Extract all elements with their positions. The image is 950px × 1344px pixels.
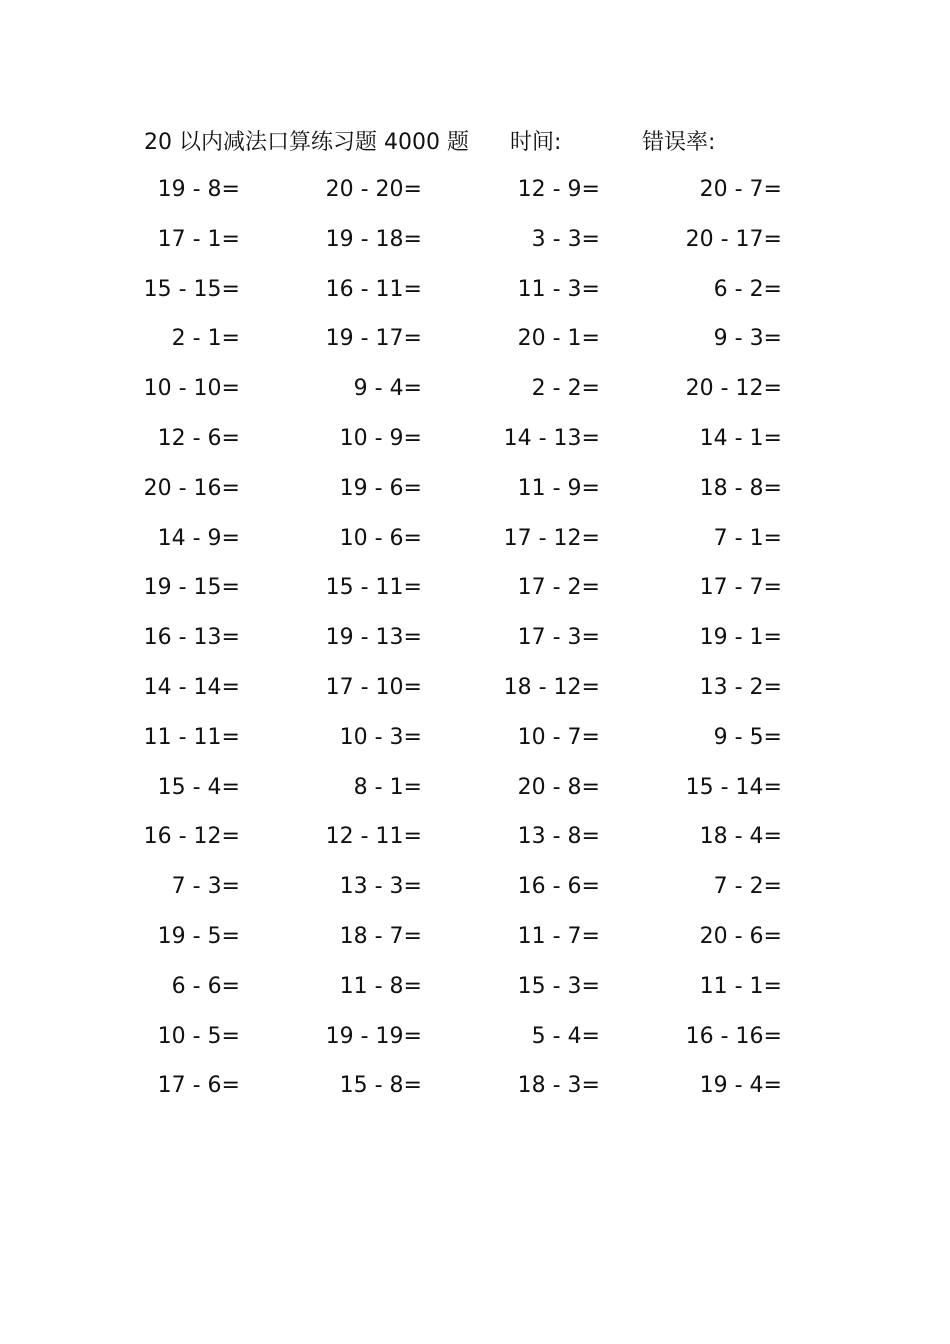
problem-item: 10 - 9= bbox=[339, 425, 422, 451]
problem-item: 20 - 8= bbox=[517, 774, 600, 800]
problem-item: 9 - 4= bbox=[353, 376, 422, 402]
problem-item: 14 - 1= bbox=[699, 425, 782, 451]
problem-item: 20 - 1= bbox=[517, 326, 600, 352]
problem-item: 20 - 20= bbox=[325, 177, 422, 202]
problem-row bbox=[0, 970, 950, 1020]
problem-item: 18 - 12= bbox=[503, 674, 600, 700]
problem-item: 16 - 13= bbox=[143, 625, 240, 651]
problem-row bbox=[0, 223, 950, 273]
problem-row bbox=[0, 1020, 950, 1070]
problem-item: 5 - 4= bbox=[531, 1023, 600, 1049]
problem-item: 15 - 15= bbox=[143, 276, 240, 302]
problem-item: 16 - 11= bbox=[325, 276, 422, 302]
problem-item: 6 - 2= bbox=[713, 276, 782, 302]
problem-item: 6 - 6= bbox=[171, 973, 240, 999]
problem-item: 17 - 12= bbox=[503, 525, 600, 551]
worksheet-title: 20 以内减法口算练习题 4000 题 bbox=[144, 130, 469, 155]
problem-item: 17 - 6= bbox=[157, 1073, 240, 1099]
problem-item: 17 - 2= bbox=[517, 575, 600, 601]
problem-row bbox=[0, 1069, 950, 1119]
problem-item: 18 - 7= bbox=[339, 923, 422, 949]
problem-item: 19 - 13= bbox=[325, 625, 422, 651]
problem-item: 7 - 3= bbox=[171, 874, 240, 900]
problem-item: 13 - 2= bbox=[699, 674, 782, 700]
problem-item: 20 - 6= bbox=[699, 923, 782, 949]
problem-row bbox=[0, 472, 950, 522]
problem-row bbox=[0, 870, 950, 920]
problem-item: 15 - 14= bbox=[685, 774, 782, 800]
problem-item: 17 - 1= bbox=[157, 226, 240, 252]
problem-item: 17 - 7= bbox=[699, 575, 782, 601]
problem-item: 18 - 3= bbox=[517, 1073, 600, 1099]
problem-item: 7 - 2= bbox=[713, 874, 782, 900]
problem-row bbox=[0, 820, 950, 870]
problem-item: 14 - 9= bbox=[157, 525, 240, 551]
problem-item: 17 - 3= bbox=[517, 625, 600, 651]
problem-item: 19 - 18= bbox=[325, 226, 422, 252]
problem-item: 9 - 3= bbox=[713, 326, 782, 352]
problem-item: 12 - 9= bbox=[517, 177, 600, 202]
problem-item: 16 - 16= bbox=[685, 1023, 782, 1049]
problem-item: 15 - 4= bbox=[157, 774, 240, 800]
problem-item: 2 - 2= bbox=[531, 376, 600, 402]
problem-item: 11 - 3= bbox=[517, 276, 600, 302]
problem-item: 19 - 19= bbox=[325, 1023, 422, 1049]
problem-item: 15 - 8= bbox=[339, 1073, 422, 1099]
problem-item: 11 - 1= bbox=[699, 973, 782, 999]
problem-item: 19 - 5= bbox=[157, 923, 240, 949]
problem-item: 12 - 11= bbox=[325, 824, 422, 850]
problem-item: 15 - 11= bbox=[325, 575, 422, 601]
problem-item: 16 - 12= bbox=[143, 824, 240, 850]
problem-item: 8 - 1= bbox=[353, 774, 422, 800]
problem-item: 19 - 17= bbox=[325, 326, 422, 352]
problem-item: 3 - 3= bbox=[531, 226, 600, 252]
problem-item: 20 - 7= bbox=[699, 177, 782, 202]
problem-item: 12 - 6= bbox=[157, 425, 240, 451]
problem-item: 19 - 6= bbox=[339, 475, 422, 501]
problem-row bbox=[0, 771, 950, 821]
problem-row bbox=[0, 173, 950, 223]
problem-item: 14 - 14= bbox=[143, 674, 240, 700]
problem-item: 10 - 7= bbox=[517, 724, 600, 750]
problem-item: 10 - 5= bbox=[157, 1023, 240, 1049]
time-label: 时间: bbox=[510, 130, 562, 155]
problem-row bbox=[0, 372, 950, 422]
problem-item: 20 - 12= bbox=[685, 376, 782, 402]
problem-item: 20 - 16= bbox=[143, 475, 240, 501]
problem-item: 10 - 10= bbox=[143, 376, 240, 402]
problem-item: 7 - 1= bbox=[713, 525, 782, 551]
problem-item: 11 - 11= bbox=[143, 724, 240, 750]
problem-item: 19 - 15= bbox=[143, 575, 240, 601]
problem-grid bbox=[0, 173, 950, 1119]
problem-item: 18 - 8= bbox=[699, 475, 782, 501]
problem-item: 9 - 5= bbox=[713, 724, 782, 750]
problem-item: 11 - 8= bbox=[339, 973, 422, 999]
problem-item: 19 - 8= bbox=[157, 177, 240, 202]
problem-item: 16 - 6= bbox=[517, 874, 600, 900]
problem-item: 13 - 8= bbox=[517, 824, 600, 850]
problem-row bbox=[0, 571, 950, 621]
problem-row bbox=[0, 322, 950, 372]
problem-row bbox=[0, 273, 950, 323]
problem-row bbox=[0, 621, 950, 671]
problem-item: 19 - 1= bbox=[699, 625, 782, 651]
problem-row bbox=[0, 920, 950, 970]
problem-item: 19 - 4= bbox=[699, 1073, 782, 1099]
problem-item: 14 - 13= bbox=[503, 425, 600, 451]
problem-item: 15 - 3= bbox=[517, 973, 600, 999]
problem-item: 18 - 4= bbox=[699, 824, 782, 850]
problem-item: 13 - 3= bbox=[339, 874, 422, 900]
problem-row bbox=[0, 422, 950, 472]
problem-row bbox=[0, 721, 950, 771]
problem-item: 11 - 9= bbox=[517, 475, 600, 501]
problem-item: 11 - 7= bbox=[517, 923, 600, 949]
error-rate-label: 错误率: bbox=[642, 130, 716, 155]
problem-item: 17 - 10= bbox=[325, 674, 422, 700]
problem-item: 2 - 1= bbox=[171, 326, 240, 352]
problem-row bbox=[0, 671, 950, 721]
problem-item: 10 - 3= bbox=[339, 724, 422, 750]
problem-item: 20 - 17= bbox=[685, 226, 782, 252]
problem-item: 10 - 6= bbox=[339, 525, 422, 551]
problem-row bbox=[0, 522, 950, 572]
